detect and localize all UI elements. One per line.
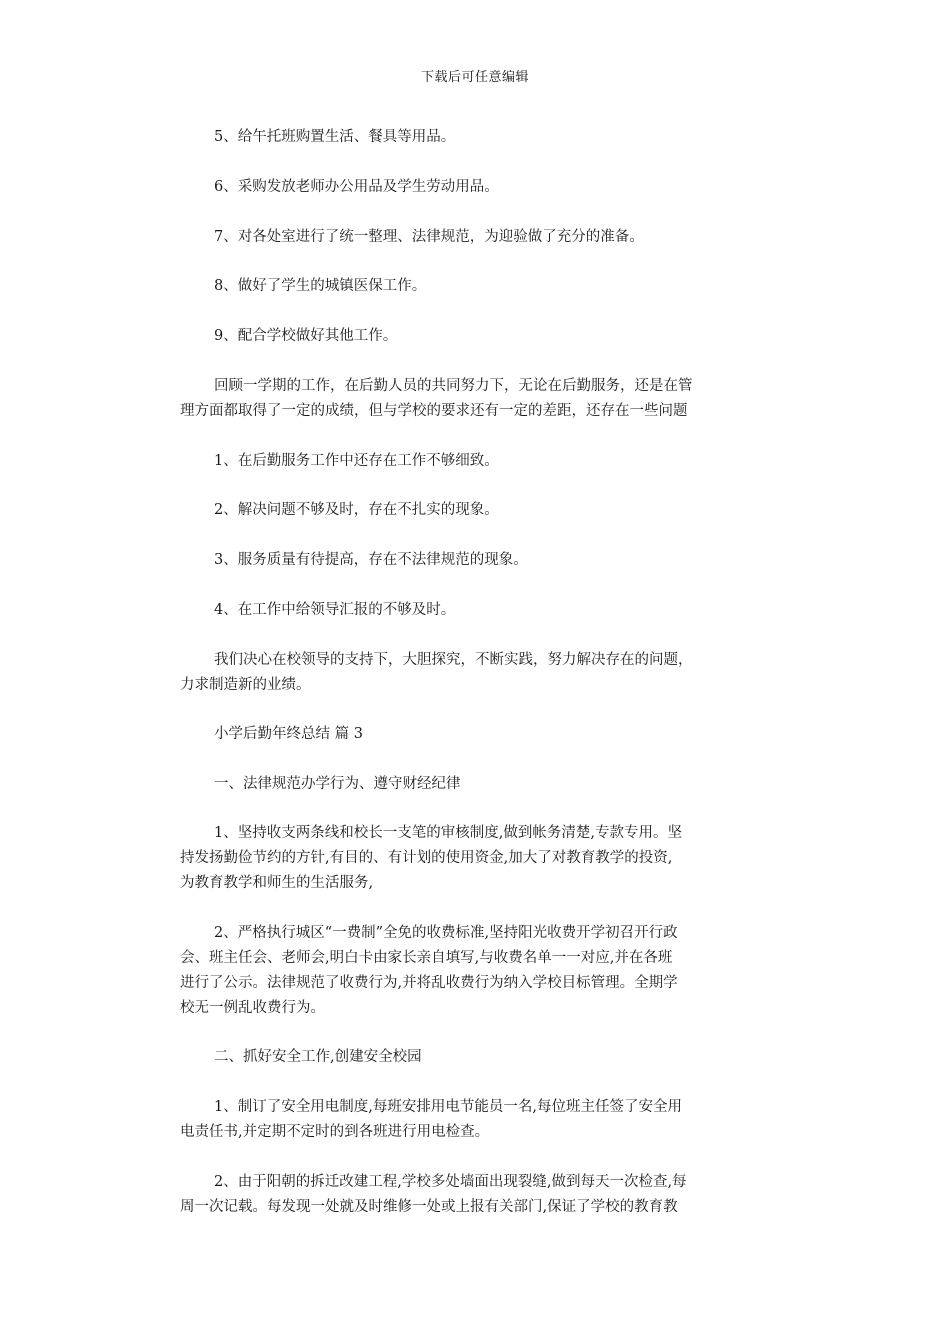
paragraph	[180, 921, 780, 1021]
text-line: 1、在后勤服务工作中还存在工作不够细致。	[214, 453, 499, 469]
text-line: 进行了公示。法律规范了收费行为,并将乱收费行为纳入学校目标管理。全期学	[180, 975, 678, 991]
section-heading	[180, 1045, 780, 1070]
text-line: 校无一例乱收费行为。	[180, 1000, 325, 1016]
paragraph	[180, 324, 780, 349]
text-line: 周一次记载。每发现一处就及时维修一处或上报有关部门,保证了学校的教育教	[180, 1199, 678, 1215]
paragraph	[180, 821, 780, 896]
paragraph	[180, 1170, 780, 1220]
text-line: 9、配合学校做好其他工作。	[214, 328, 398, 344]
text-line: 持发扬勤俭节约的方针,有目的、有计划的使用资金,加大了对教育教学的投资,	[180, 850, 673, 866]
text-line: 8、做好了学生的城镇医保工作。	[214, 278, 427, 294]
paragraph	[180, 498, 780, 523]
paragraph	[180, 548, 780, 573]
text-line: 1、制订了安全用电制度,每班安排用电节能员一名,每位班主任签了安全用	[214, 1099, 682, 1115]
text-line: 2、由于阳朝的拆迁改建工程,学校多处墙面出现裂缝,做到每天一次检查,每	[214, 1174, 687, 1190]
text-line: 一、法律规范办学行为、遵守财经纪律	[214, 776, 461, 792]
text-line: 7、对各处室进行了统一整理、法律规范，为迎验做了充分的准备。	[214, 229, 644, 245]
paragraph	[180, 1095, 780, 1145]
text-line: 5、给午托班购置生活、餐具等用品。	[214, 129, 456, 145]
section-title	[180, 722, 780, 747]
paragraph	[180, 449, 780, 474]
text-line: 1、坚持收支两条线和校长一支笔的审核制度,做到帐务清楚,专款专用。坚	[214, 825, 682, 841]
text-line: 为教育教学和师生的生活服务,	[180, 875, 374, 891]
text-line: 小学后勤年终总结 篇 3	[214, 726, 363, 742]
text-line: 二、抓好安全工作,创建安全校园	[214, 1049, 422, 1065]
paragraph	[180, 374, 780, 424]
paragraph	[180, 125, 780, 150]
section-heading	[180, 772, 780, 797]
text-line: 回顾一学期的工作，在后勤人员的共同努力下，无论在后勤服务，还是在管	[214, 378, 693, 394]
text-line: 3、服务质量有待提高，存在不法律规范的现象。	[214, 552, 528, 568]
text-line: 会、班主任会、老师会,明白卡由家长亲自填写,与收费名单一一对应,并在各班	[180, 950, 673, 966]
text-line: 电责任书,并定期不定时的到各班进行用电检查。	[180, 1124, 490, 1140]
text-line: 我们决心在校领导的支持下，大胆探究，不断实践，努力解决存在的问题，	[214, 652, 693, 668]
page-header: 下载后可任意编辑	[420, 70, 529, 85]
text-line: 力求制造新的业绩。	[180, 677, 311, 693]
text-line: 6、采购发放老师办公用品及学生劳动用品。	[214, 179, 499, 195]
text-line: 理方面都取得了一定的成绩，但与学校的要求还有一定的差距，还存在一些问题	[180, 403, 688, 419]
text-line: 2、解决问题不够及时，存在不扎实的现象。	[214, 502, 499, 518]
paragraph	[180, 274, 780, 299]
text-line: 4、在工作中给领导汇报的不够及时。	[214, 602, 456, 618]
paragraph	[180, 225, 780, 250]
paragraph	[180, 175, 780, 200]
text-line: 2、严格执行城区“一费制”全免的收费标准,坚持阳光收费开学初召开行政	[214, 925, 678, 941]
paragraph	[180, 598, 780, 623]
paragraph	[180, 648, 780, 698]
